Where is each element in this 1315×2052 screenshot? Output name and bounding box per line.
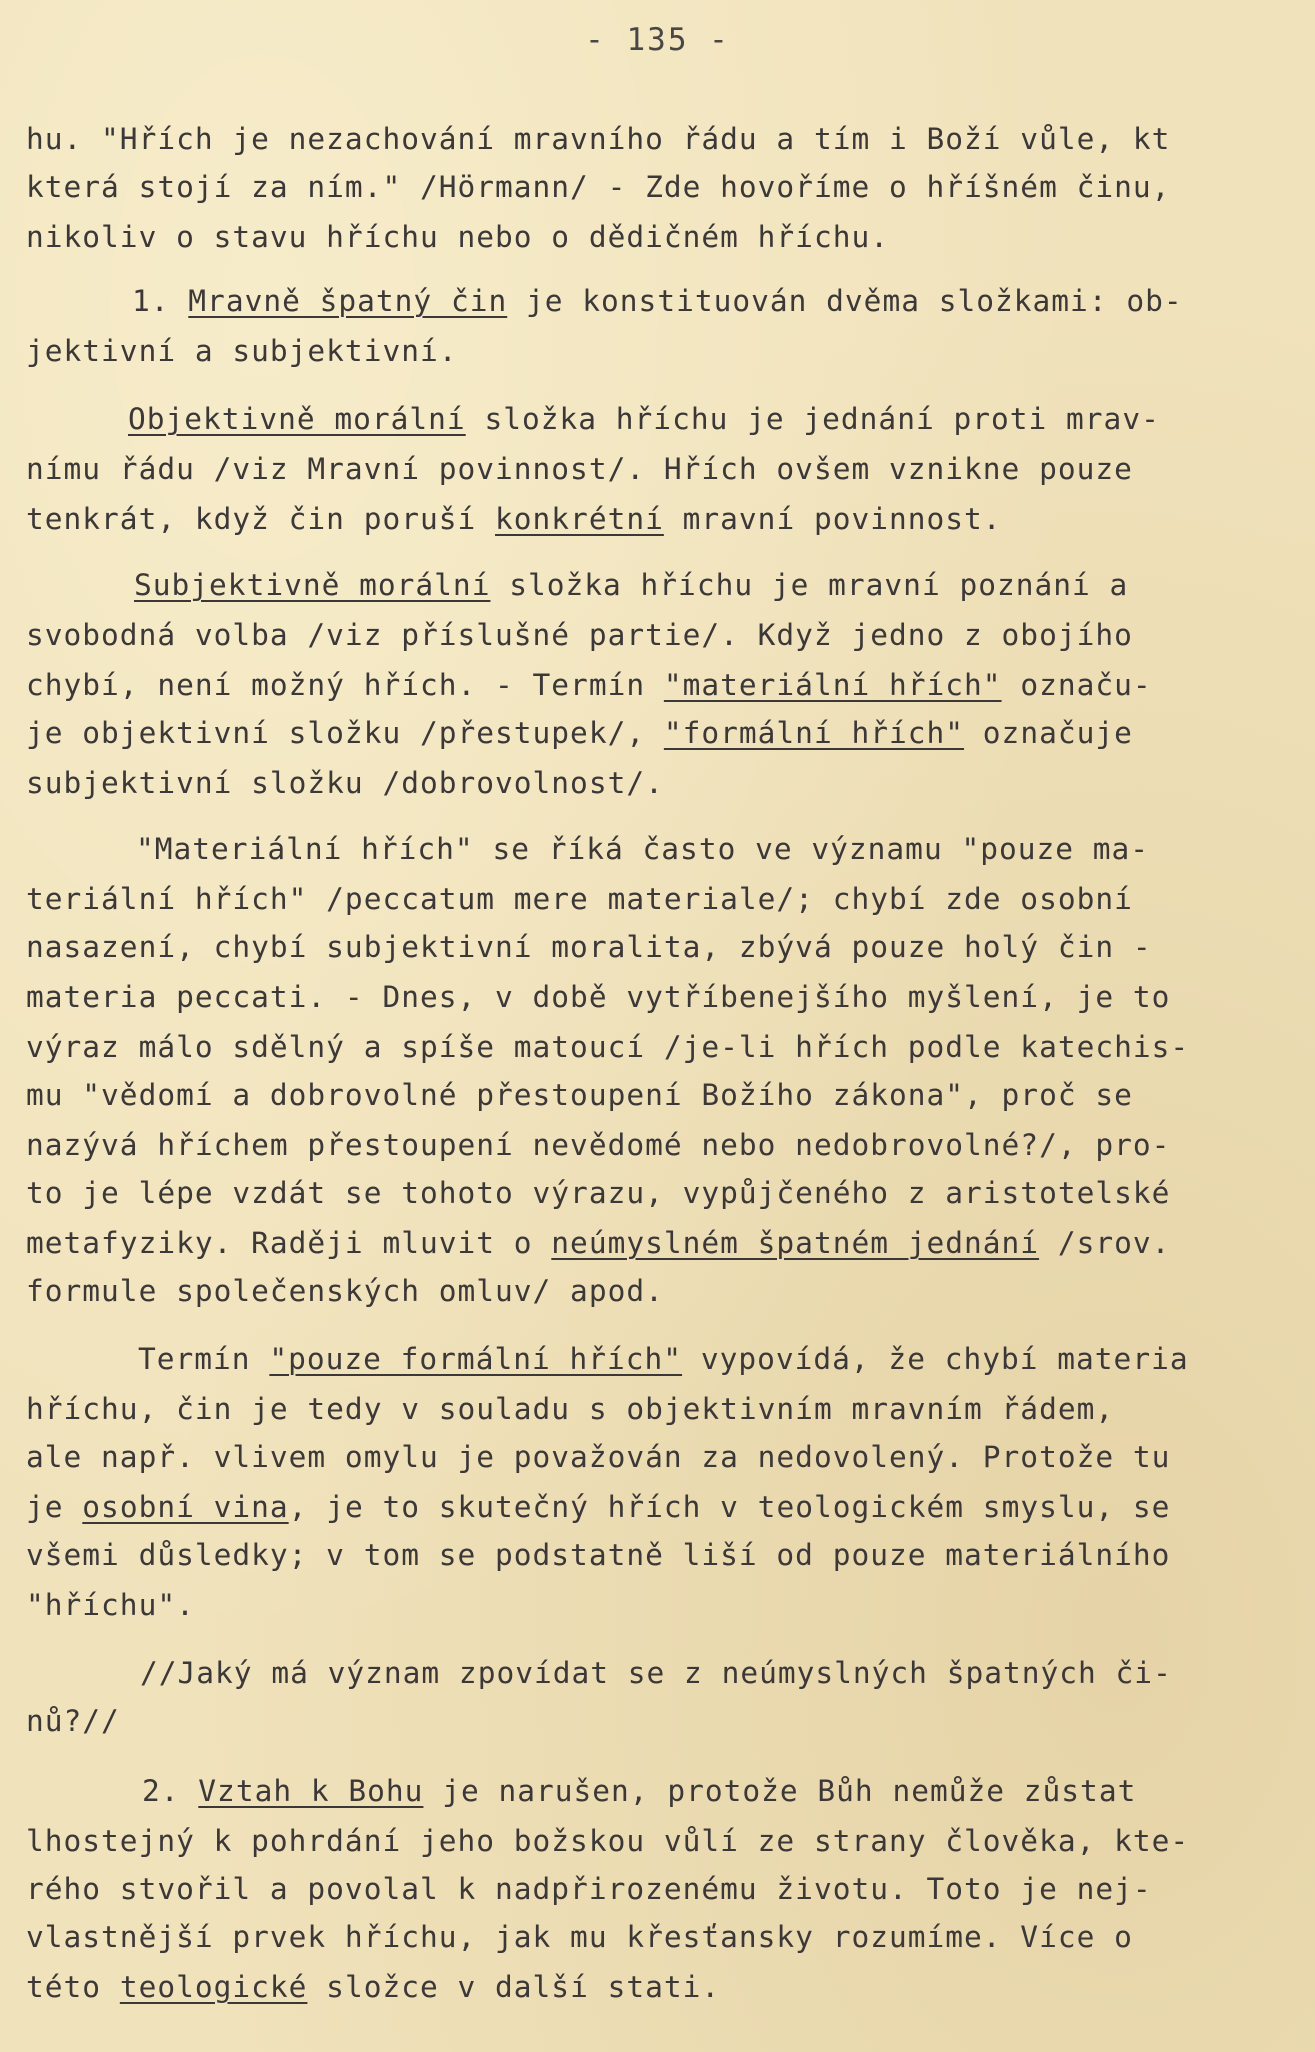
text-run: teriální hřích" /peccatum mere materiale/; chybí zde osobní [26, 882, 1133, 916]
text-line [26, 1538, 1170, 1572]
text-line [26, 618, 1133, 652]
text-run: složka hříchu je jednání proti mrav- [465, 402, 1160, 436]
text-run: označuje [964, 716, 1133, 750]
text-run: /srov. [1039, 1226, 1171, 1260]
text-run: formule společenských omluv/ apod. [26, 1274, 664, 1308]
text-line [26, 122, 1170, 156]
text-line [26, 452, 1133, 486]
text-line [26, 1226, 1170, 1260]
text-run: lhostejný k pohrdání jeho božskou vůlí ze strany člověka, kte- [26, 1824, 1190, 1858]
text-run: rého stvořil a povolal k nadpřirozenému životu. Toto je nej- [26, 1872, 1152, 1906]
text-line [26, 668, 1152, 702]
text-line [26, 1704, 120, 1738]
text-line [140, 1656, 1172, 1690]
underlined-term: Mravně špatný čin [188, 284, 508, 318]
text-run: všemi důsledky; v tom se podstatně liší od pouze materiálního [26, 1538, 1171, 1572]
text-run: to je lépe vzdát se tohoto výrazu, vypůjčeného z aristotelské [26, 1176, 1171, 1210]
underlined-term: "formální hřích" [663, 716, 965, 750]
text-line [26, 1588, 195, 1622]
text-run: složka hříchu je mravní poznání a [490, 568, 1129, 602]
text-line [26, 1872, 1152, 1906]
text-line [26, 766, 664, 800]
text-run: nů?// [26, 1704, 120, 1738]
text-line [26, 502, 1002, 536]
underlined-term: Vztah k Bohu [198, 1774, 424, 1808]
text-line [26, 1128, 1170, 1162]
text-run: této [26, 1970, 120, 2004]
text-line [26, 1440, 1170, 1474]
text-run: nímu řádu /viz Mravní povinnost/. Hřích ovšem vznikne pouze [26, 452, 1133, 486]
text-run: //Jaký má význam zpovídat se z neúmyslných špatných či- [140, 1656, 1172, 1690]
text-run: mravní povinnost. [663, 502, 1002, 536]
text-run: je narušen, protože Bůh nemůže zůstat [423, 1774, 1137, 1808]
text-run: výraz málo sdělný a spíše matoucí /je-li hřích podle katechis- [26, 1030, 1190, 1064]
text-line [26, 716, 1133, 750]
text-run: chybí, není možný hřích. - Termín [26, 668, 664, 702]
text-run: tenkrát, když čin poruší [26, 502, 496, 536]
text-line [138, 1342, 1189, 1376]
text-run: vlastnější prvek hříchu, jak mu křesťansky rozumíme. Více o [26, 1920, 1133, 1954]
text-run: ale např. vlivem omylu je považován za nedovolený. Protože tu [26, 1440, 1171, 1474]
text-run: Termín [138, 1342, 270, 1376]
page-number: - 135 - [585, 22, 730, 58]
text-line [142, 1774, 1136, 1808]
text-run: jektivní a subjektivní. [26, 334, 458, 368]
text-run: hu. "Hřích je nezachování mravního řádu a tím i Boží vůle, kt [26, 122, 1171, 156]
text-run: nazývá hříchem přestoupení nevědomé nebo nedobrovolné?/, pro- [26, 1128, 1171, 1162]
text-line [136, 832, 1149, 866]
text-run: 1. [132, 284, 189, 318]
text-line [26, 1490, 1170, 1524]
text-line [26, 220, 889, 254]
text-line [26, 334, 458, 368]
text-line [26, 1030, 1189, 1064]
text-line [26, 1824, 1189, 1858]
text-line [128, 402, 1160, 436]
underlined-term: neúmyslném špatném jednání [551, 1226, 1040, 1260]
text-run: která stojí za ním." /Hörmann/ - Zde hovoříme o hříšném činu, [26, 170, 1171, 204]
text-run: hříchu, čin je tedy v souladu s objektivním mravním řádem, [26, 1392, 1115, 1426]
underlined-term: "materiální hřích" [663, 668, 1002, 702]
text-run: složce v další stati. [307, 1970, 721, 2004]
text-line [134, 568, 1128, 602]
text-run: subjektivní složku /dobrovolnost/. [26, 766, 664, 800]
text-run: vypovídá, že chybí materia [682, 1342, 1189, 1376]
underlined-term: Objektivně morální [128, 402, 466, 436]
text-line [26, 1970, 720, 2004]
underlined-term: osobní vina [82, 1490, 289, 1524]
text-run: označu- [1001, 668, 1152, 702]
text-line [26, 1392, 1114, 1426]
text-line [26, 1274, 664, 1308]
underlined-term: konkrétní [495, 502, 664, 536]
text-line [26, 1078, 1133, 1112]
text-line [26, 930, 1152, 964]
text-run: je konstituován dvěma složkami: ob- [507, 284, 1183, 318]
text-run: metafyziky. Raději mluvit o [26, 1226, 552, 1260]
text-line [26, 1920, 1133, 1954]
text-run: 2. [142, 1774, 199, 1808]
text-run: nikoliv o stavu hříchu nebo o dědičném hříchu. [26, 220, 889, 254]
underlined-term: Subjektivně morální [134, 568, 491, 602]
text-run: "hříchu". [26, 1588, 195, 1622]
text-run: mu "vědomí a dobrovolné přestoupení Božího zákona", proč se [26, 1078, 1133, 1112]
text-run: "Materiální hřích" se říká často ve významu "pouze ma- [136, 832, 1150, 866]
text-run: je objektivní složku /přestupek/, [26, 716, 664, 750]
text-line [26, 980, 1170, 1014]
underlined-term: "pouze formální hřích" [269, 1342, 683, 1376]
text-run: je [26, 1490, 83, 1524]
text-line [132, 284, 1183, 318]
text-line [26, 1176, 1170, 1210]
underlined-term: teologické [119, 1970, 308, 2004]
text-line [26, 882, 1133, 916]
text-run: , je to skutečný hřích v teologickém smyslu, se [288, 1490, 1171, 1524]
text-run: nasazení, chybí subjektivní moralita, zbývá pouze holý čin - [26, 930, 1152, 964]
text-line [26, 170, 1170, 204]
text-run: materia peccati. - Dnes, v době vytříbenejšího myšlení, je to [26, 980, 1171, 1014]
text-run: svobodná volba /viz příslušné partie/. Když jedno z obojího [26, 618, 1133, 652]
